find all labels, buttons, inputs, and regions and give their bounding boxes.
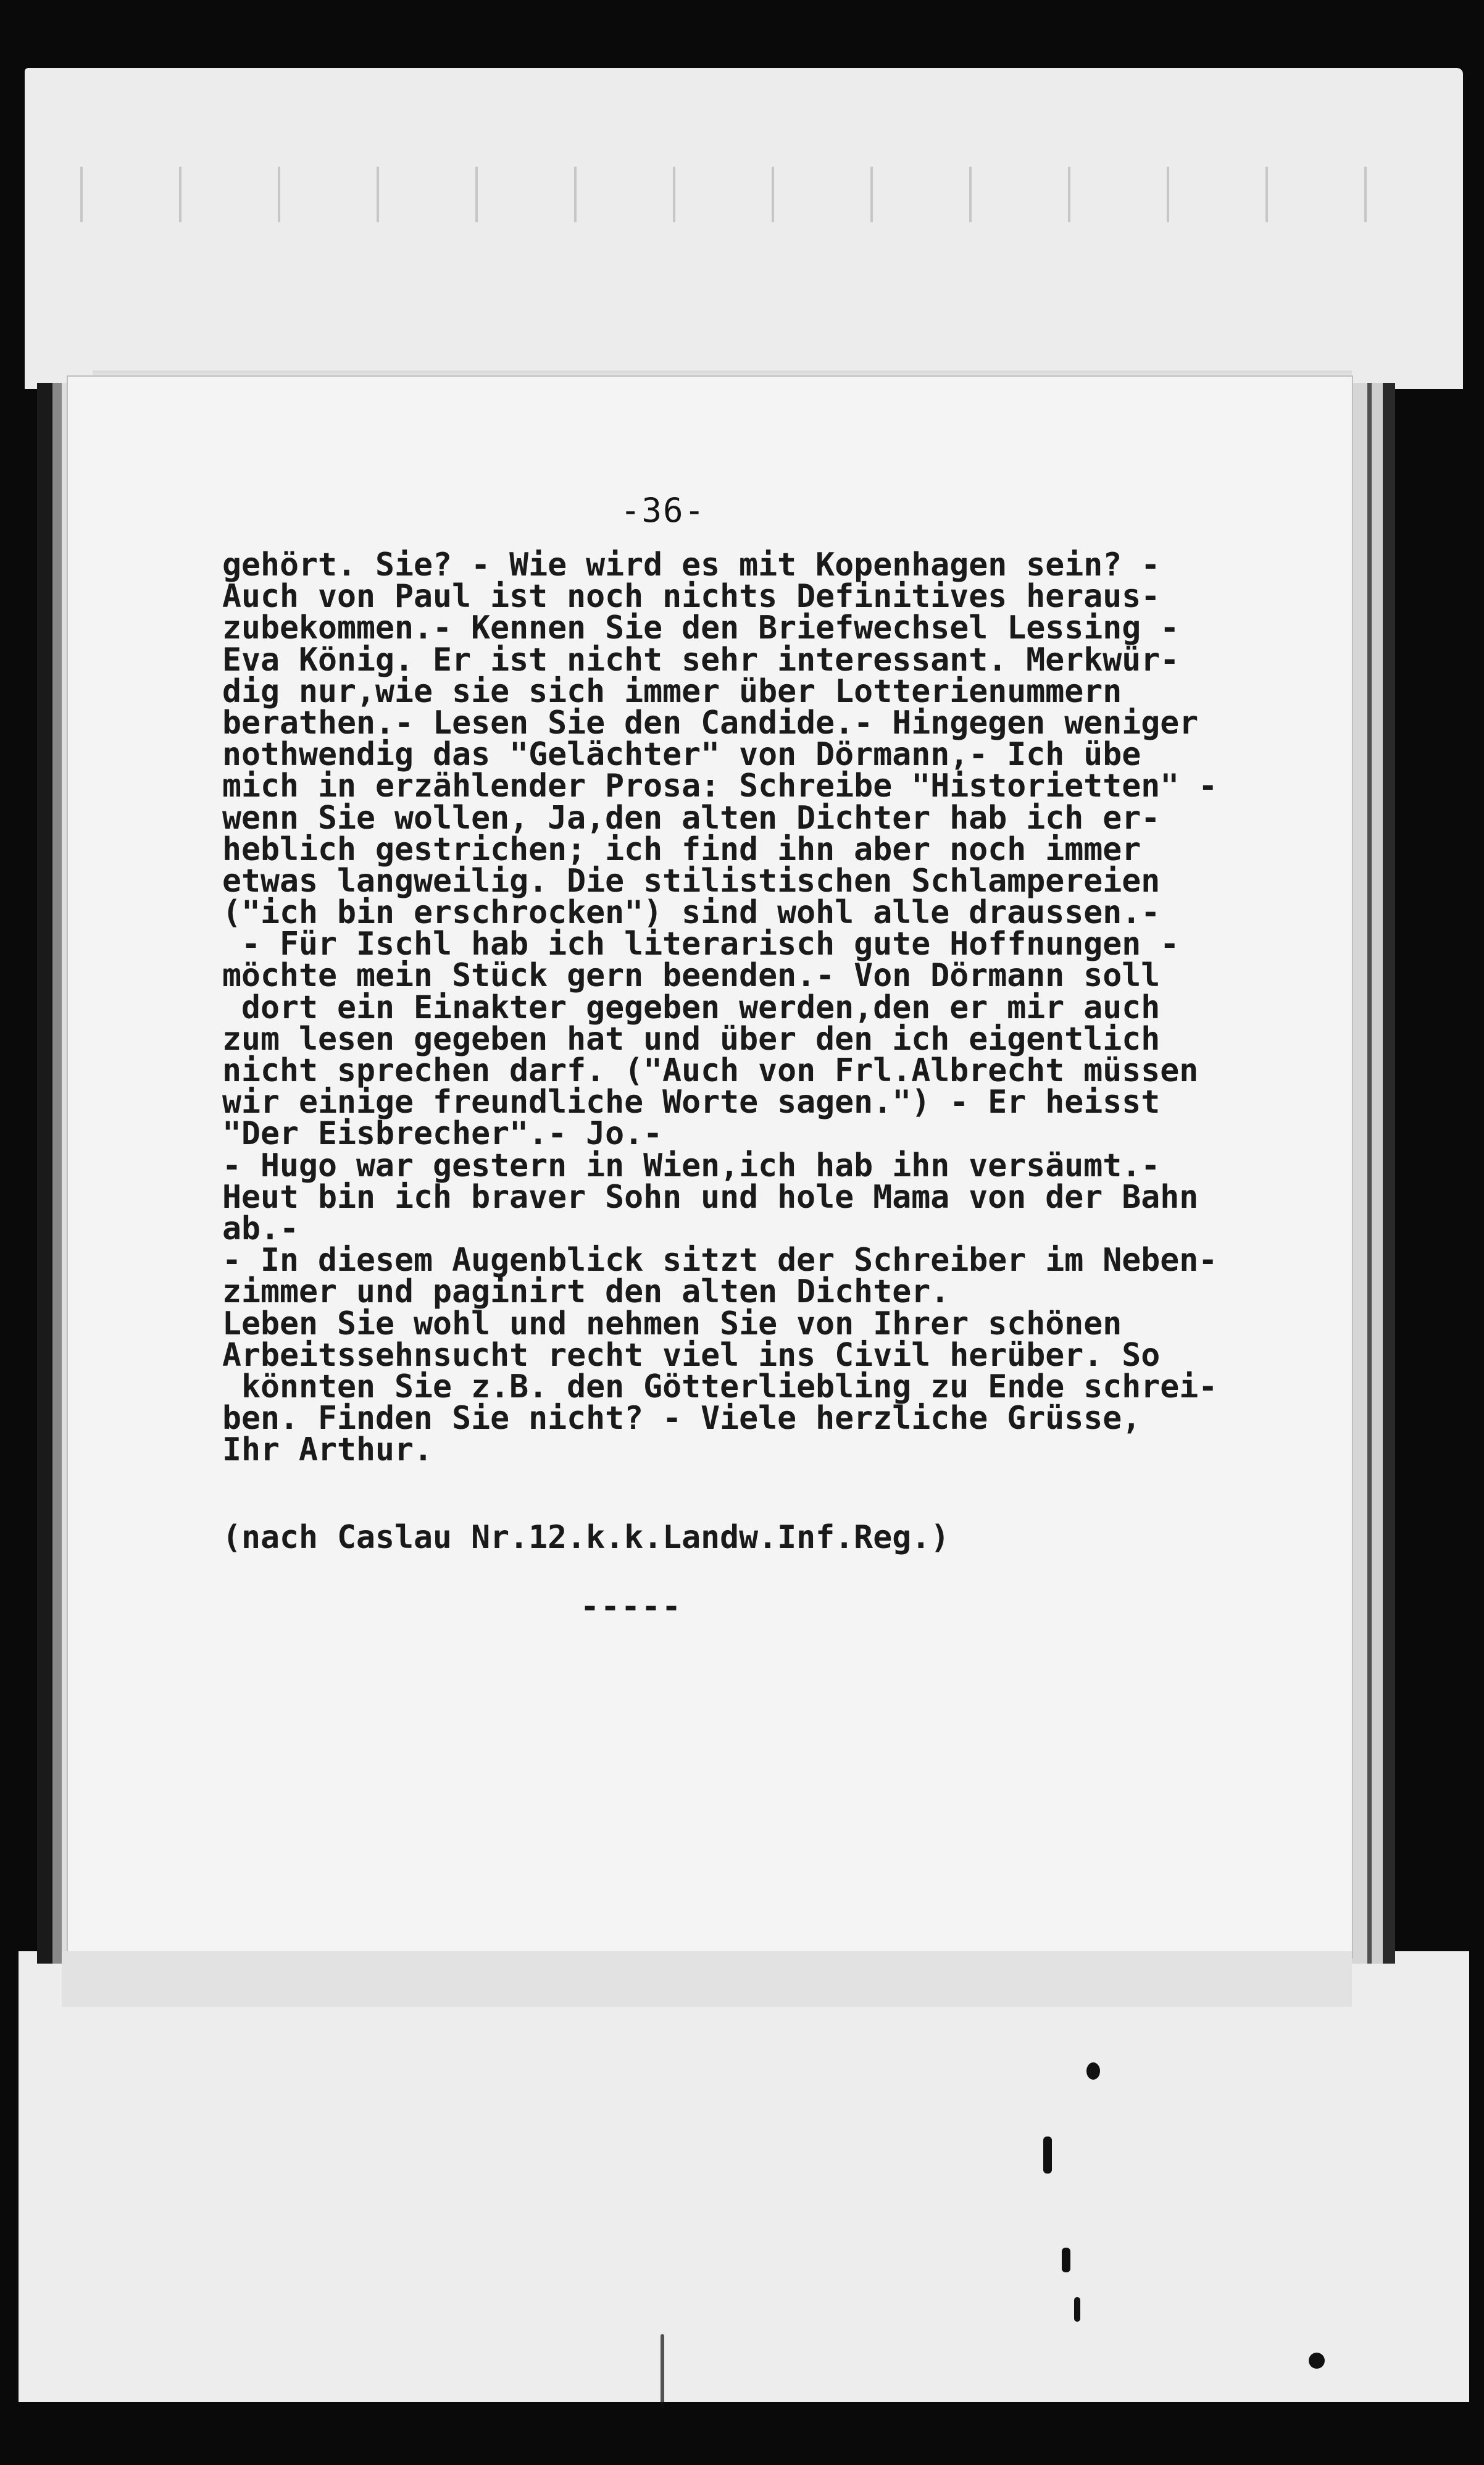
letter-line: ab.- [222,1210,299,1247]
page-number: -36- [620,491,706,530]
letter-line: zubekommen.- Kennen Sie den Briefwechsel Lessing - [222,609,1180,647]
back-sheet-bottom [19,1951,1469,2402]
letter-line: ben. Finden Sie nicht? - Viele herzliche Grüsse, [222,1400,1141,1438]
ink-speck [1309,2353,1325,2369]
ink-speck [1074,2297,1080,2322]
ink-speck [1043,2136,1052,2174]
page-bottom-ledge [62,1951,1352,2007]
letter-line: zimmer und paginirt den alten Dichter. [222,1273,950,1311]
end-rule: ----- [580,1588,683,1625]
letter-line: ("ich bin erschrocken") sind wohl alle draussen.- [222,894,1161,932]
letter-line: berathen.- Lesen Sie den Candide.- Hingegen weniger [222,704,1199,742]
letter-line: heblich gestrichen; ich find ihn aber noch immer [222,831,1141,868]
letter-line: Arbeitssehnsucht recht viel ins Civil herüber. So [222,1336,1161,1374]
letter-line: dig nur,wie sie sich immer über Lotterienummern [222,672,1122,710]
letter-line: Heut bin ich braver Sohn und hole Mama von der Bahn [222,1178,1199,1216]
letter-line: wir einige freundliche Worte sagen.") - Er heisst [222,1084,1161,1121]
typewriter-bleed-marks [37,167,1444,222]
letter-line: nicht sprechen darf. ("Auch von Frl.Albrecht müssen [222,1052,1199,1089]
letter-line: Auch von Paul ist noch nichts Definitives heraus- [222,578,1161,616]
letter-line: zum lesen gegeben hat und über den ich eigentlich [222,1020,1161,1058]
letter-line: - Hugo war gestern in Wien,ich hab ihn versäumt.- [222,1147,1161,1184]
back-sheet-top [25,68,1463,389]
letter-line: "Der Eisbrecher".- Jo.- [222,1115,663,1153]
address-line: (nach Caslau Nr.12.k.k.Landw.Inf.Reg.) [222,1519,950,1556]
letter-line: Leben Sie wohl und nehmen Sie von Ihrer schönen [222,1305,1122,1342]
letter-line: Ihr Arthur. [222,1431,433,1469]
letter-line: möchte mein Stück gern beenden.- Von Dörmann soll [222,957,1161,995]
letter-line: etwas langweilig. Die stilistischen Schlampereien [222,862,1161,900]
ink-speck [1086,2062,1100,2080]
ink-speck [1062,2248,1070,2272]
ink-speck [661,2334,664,2408]
letter-line: könnten Sie z.B. den Götterliebling zu Ende schrei- [222,1368,1218,1405]
letter-line: mich in erzählender Prosa: Schreibe "Historietten" - [222,768,1218,805]
letter-line: wenn Sie wollen, Ja,den alten Dichter hab ich er- [222,799,1161,837]
letter-line: nothwendig das "Gelächter" von Dörmann,- Ich übe [222,736,1141,774]
letter-line: - In diesem Augenblick sitzt der Schreiber im Neben- [222,1242,1218,1279]
letter-body [222,546,1218,1469]
letter-line: gehört. Sie? - Wie wird es mit Kopenhagen sein? - [222,546,1161,584]
letter-line: dort ein Einakter gegeben werden,den er mir auch [222,989,1161,1026]
letter-line: Eva König. Er ist nicht sehr interessant. Merkwür- [222,641,1180,679]
letter-line: - Für Ischl hab ich literarisch gute Hoffnungen - [222,926,1180,963]
